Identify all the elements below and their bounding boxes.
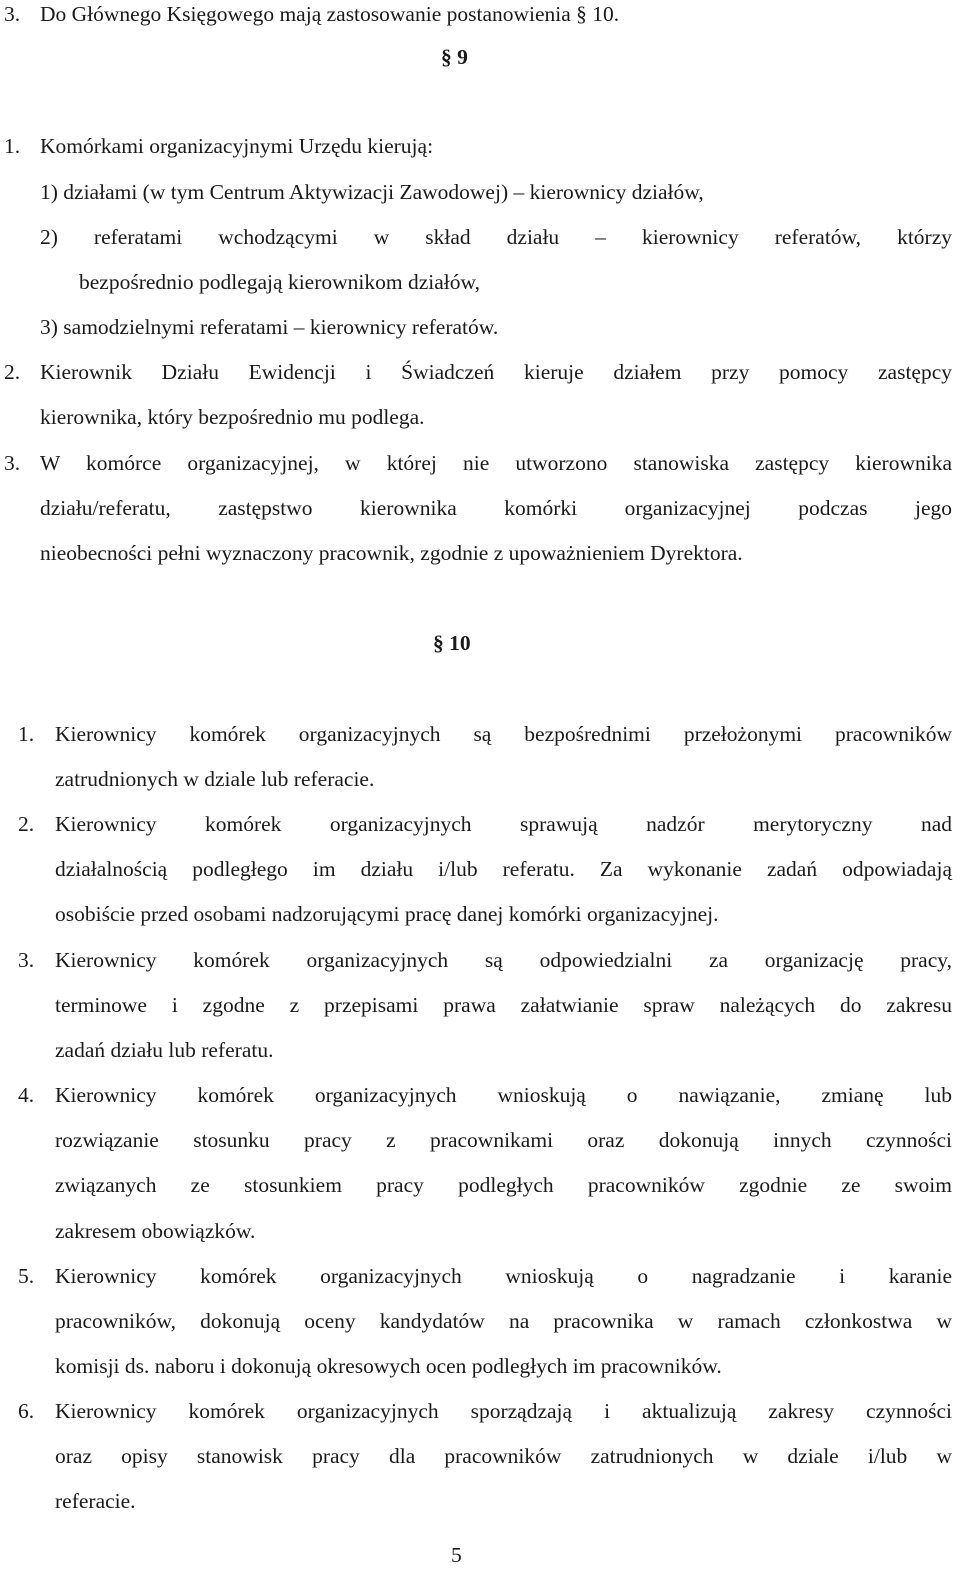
paragraph-text: Do Głównego Księgowego mają zastosowanie postanowienia § 10. <box>40 2 620 26</box>
paragraph-text: Kierownicy komórek organizacyjnych są bezpośrednimi przełożonymi pracowników <box>55 722 952 746</box>
paragraph-text: Komórkami organizacyjnymi Urzędu kierują: <box>40 134 434 158</box>
paragraph-text: zadań działu lub referatu. <box>55 1038 274 1062</box>
paragraph-text: osobiście przed osobami nadzorującymi pracę danej komórki organizacyjnej. <box>55 902 719 926</box>
subitem-text: 1) działami (w tym Centrum Aktywizacji Zawodowej) – kierownicy działów, <box>40 180 704 204</box>
subitem-text: 2) referatami wchodzącymi w skład działu – kierownicy referatów, którzy <box>40 225 952 249</box>
paragraph-text: Kierownicy komórek organizacyjnych sprawują nadzór merytoryczny nad <box>55 812 952 836</box>
paragraph-text: terminowe i zgodne z przepisami prawa załatwianie spraw należących do zakresu <box>55 993 952 1017</box>
item-number: 1. <box>18 722 35 746</box>
paragraph-text: referacie. <box>55 1489 136 1513</box>
paragraph-text: pracowników, dokonują oceny kandydatów na pracownika w ramach członkostwa w <box>55 1309 952 1333</box>
paragraph-text: związanych ze stosunkiem pracy podległych pracowników zgodnie ze swoim <box>55 1173 952 1197</box>
paragraph-text: działu/referatu, zastępstwo kierownika komórki organizacyjnej podczas jego <box>40 496 952 520</box>
item-number: 4. <box>18 1083 35 1107</box>
paragraph-text: nieobecności pełni wyznaczony pracownik, zgodnie z upoważnieniem Dyrektora. <box>40 541 743 565</box>
paragraph-text: W komórce organizacyjnej, w której nie utworzono stanowiska zastępcy kierownika <box>40 451 952 475</box>
paragraph-text: działalnością podległego im działu i/lub referatu. Za wykonanie zadań odpowiadają <box>55 857 952 881</box>
item-number: 6. <box>18 1399 35 1423</box>
section-heading-9: § 9 <box>441 45 468 69</box>
paragraph-text: Kierownicy komórek organizacyjnych sporządzają i aktualizują zakresy czynności <box>55 1399 952 1423</box>
section-heading-10: § 10 <box>433 631 471 655</box>
paragraph-text: Kierownicy komórek organizacyjnych są odpowiedzialni za organizację pracy, <box>55 948 952 972</box>
subitem-text: bezpośrednio podlegają kierownikom działów, <box>79 270 481 294</box>
paragraph-text: Kierownik Działu Ewidencji i Świadczeń kieruje działem przy pomocy zastępcy <box>40 360 952 384</box>
item-number: 2. <box>18 812 35 836</box>
page-number: 5 <box>451 1543 462 1567</box>
paragraph-text: rozwiązanie stosunku pracy z pracownikami oraz dokonują innych czynności <box>55 1128 952 1152</box>
item-number: 3. <box>4 2 21 26</box>
paragraph-text: zakresem obowiązków. <box>55 1219 256 1243</box>
paragraph-text: Kierownicy komórek organizacyjnych wnioskują o nagradzanie i karanie <box>55 1264 952 1288</box>
paragraph-text: kierownika, który bezpośrednio mu podlega. <box>40 405 425 429</box>
paragraph-text: oraz opisy stanowisk pracy dla pracowników zatrudnionych w dziale i/lub w <box>55 1444 952 1468</box>
item-number: 5. <box>18 1264 35 1288</box>
subitem-text: 3) samodzielnymi referatami – kierownicy referatów. <box>40 315 499 339</box>
paragraph-text: Kierownicy komórek organizacyjnych wnioskują o nawiązanie, zmianę lub <box>55 1083 952 1107</box>
item-number: 3. <box>18 948 35 972</box>
item-number: 2. <box>4 360 21 384</box>
item-number: 1. <box>4 134 21 158</box>
paragraph-text: zatrudnionych w dziale lub referacie. <box>55 767 375 791</box>
item-number: 3. <box>4 451 21 475</box>
paragraph-text: komisji ds. naboru i dokonują okresowych ocen podległych im pracowników. <box>55 1354 722 1378</box>
